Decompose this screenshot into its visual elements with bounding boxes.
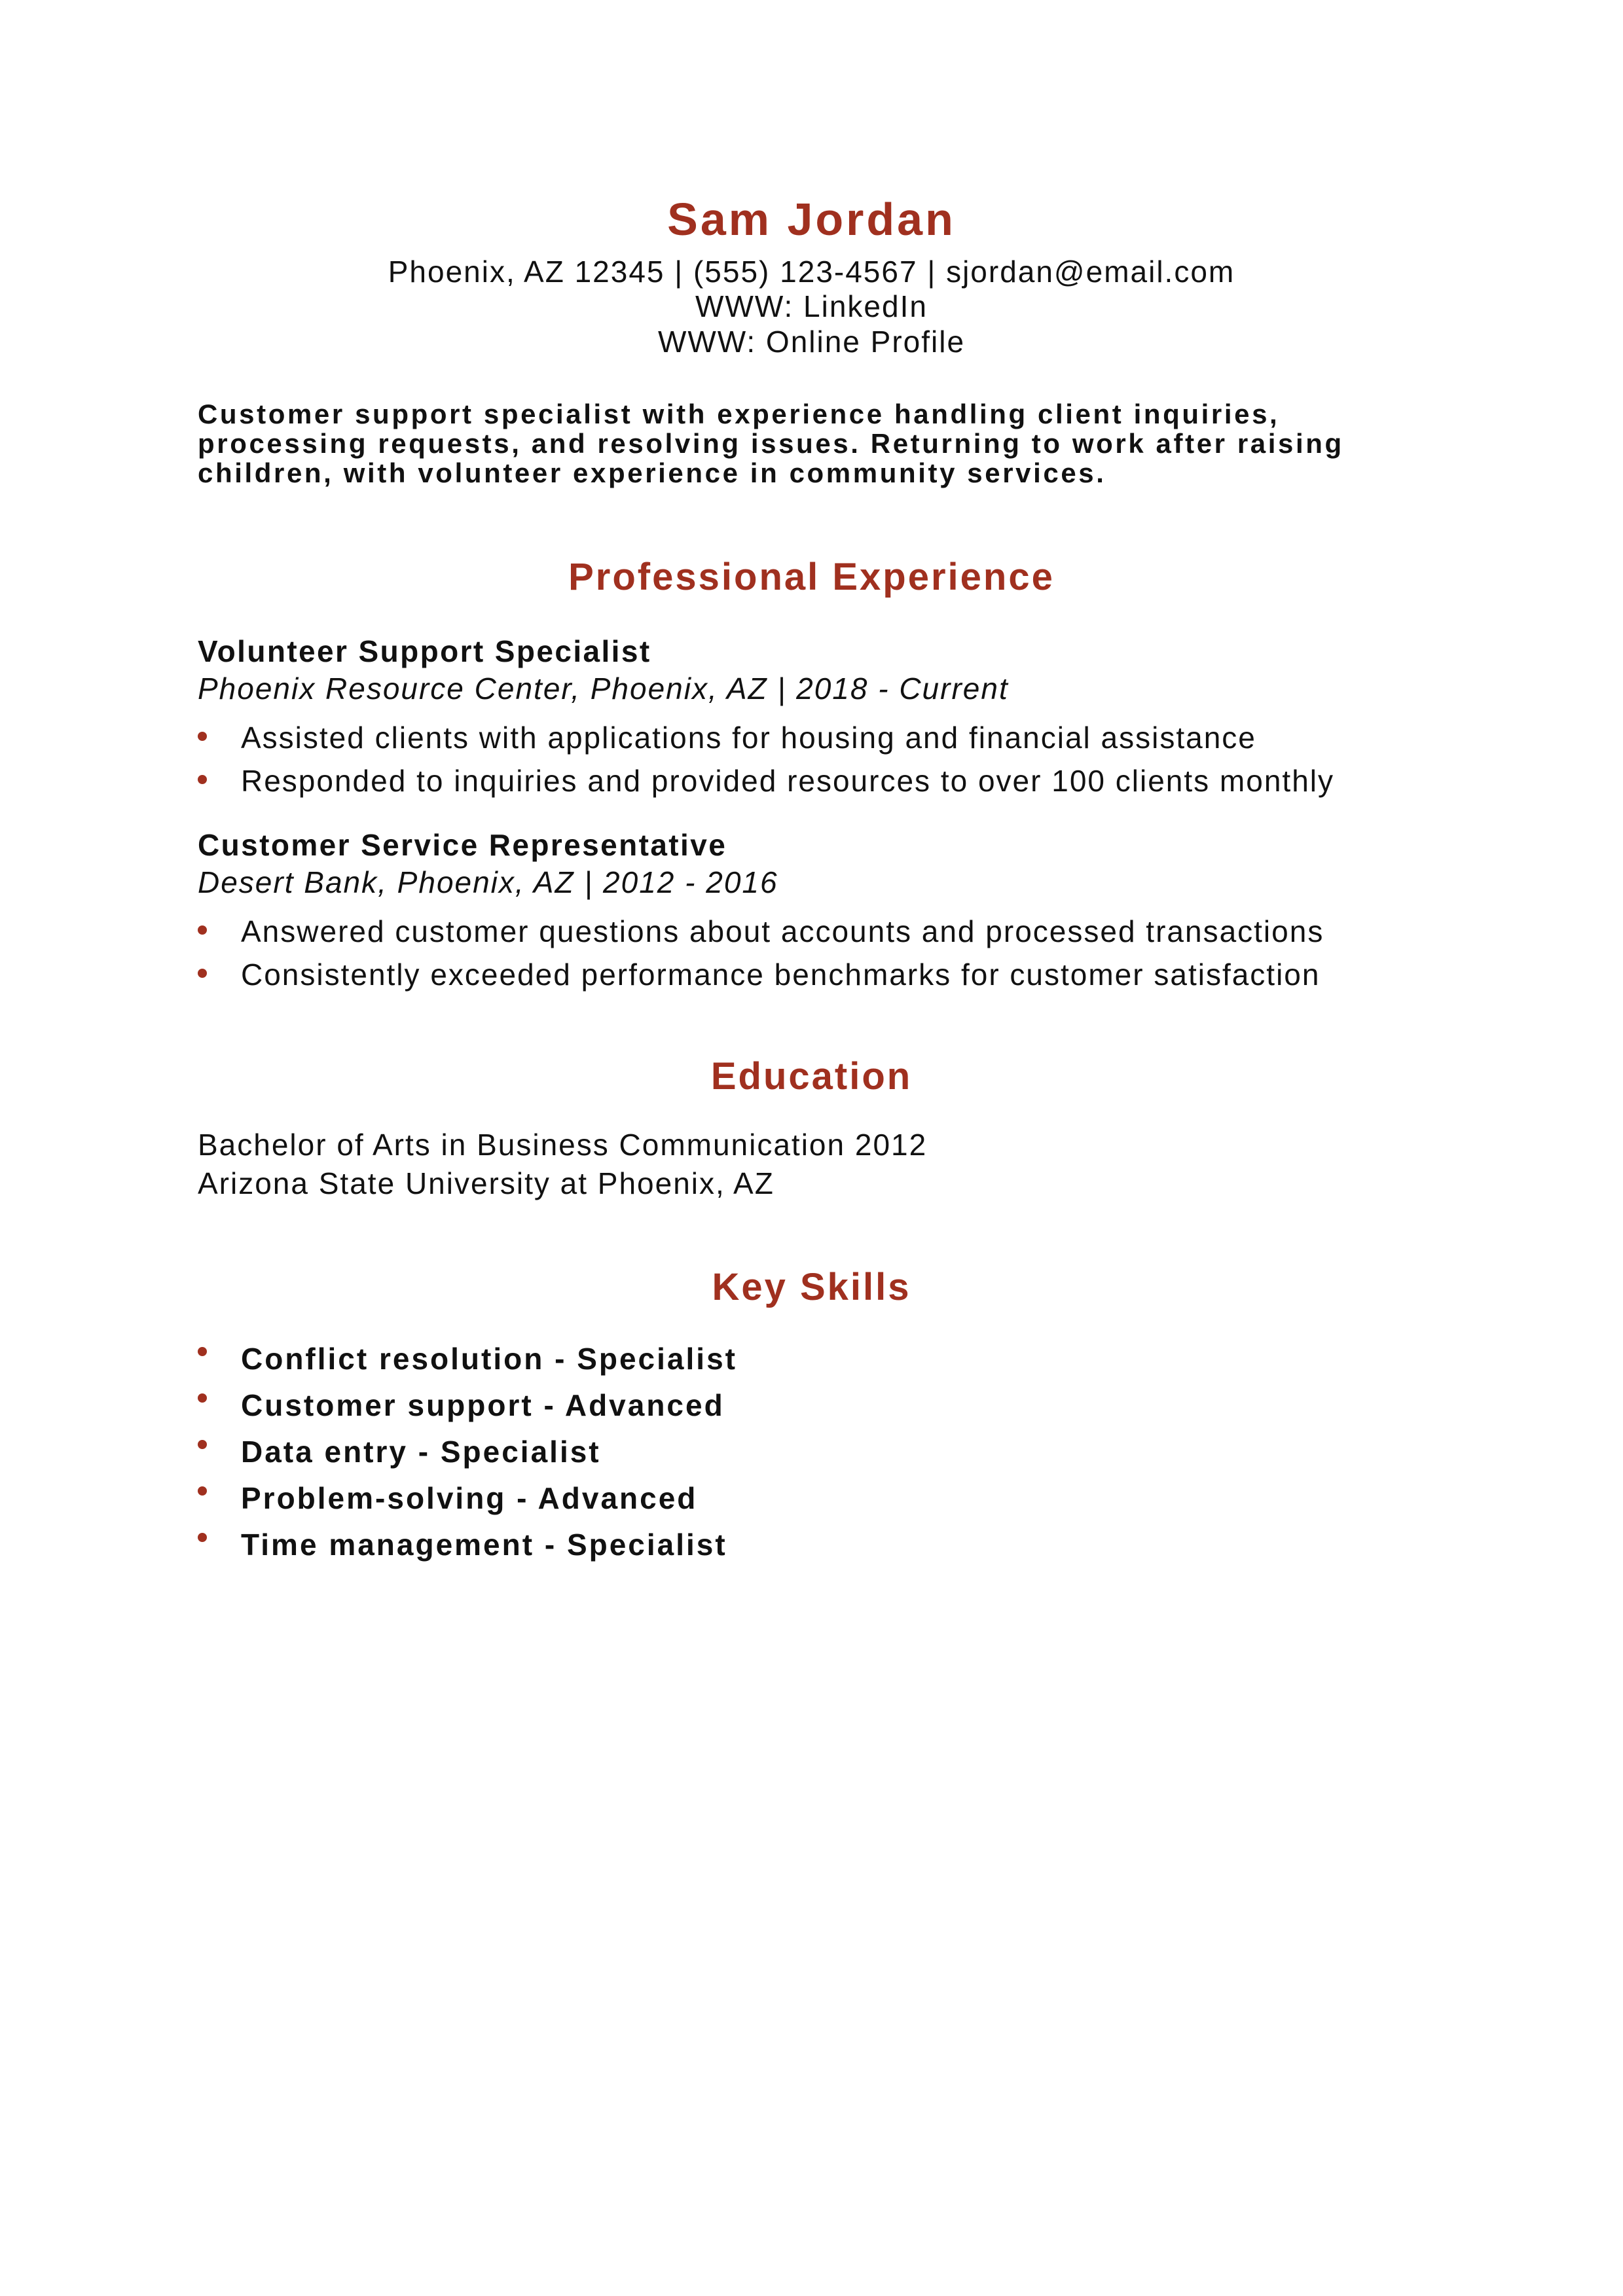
experience-heading: Professional Experience xyxy=(568,556,1055,598)
linkedin-link[interactable]: WWW: LinkedIn xyxy=(695,289,928,323)
candidate-name: Sam Jordan xyxy=(667,194,956,245)
job-subtitle: Desert Bank, Phoenix, AZ | 2012 - 2016 xyxy=(198,865,778,899)
skill-text: Problem-solving - Advanced xyxy=(241,1481,698,1515)
skills-heading: Key Skills xyxy=(712,1266,911,1308)
education-heading: Education xyxy=(710,1055,913,1098)
skill-text: Time management - Specialist xyxy=(241,1528,727,1562)
online-profile-link[interactable]: WWW: Online Profile xyxy=(657,325,966,359)
bullet-icon xyxy=(198,1393,207,1403)
bullet-text: Assisted clients with applications for housing and financial assistance xyxy=(241,721,1256,755)
job-title: Volunteer Support Specialist xyxy=(198,634,651,668)
bullet-text: Responded to inquiries and provided resources to over 100 clients monthly xyxy=(241,764,1334,798)
bullet-icon xyxy=(198,1347,207,1356)
contact-info: Phoenix, AZ 12345 | (555) 123-4567 | sjordan@email.com xyxy=(388,255,1235,289)
professional-summary: Customer support specialist with experience handling client inquiries, processing requests, and resolving issues. Returning to work after raising children, with volunteer experience in community services. xyxy=(198,399,1344,488)
skill-text: Conflict resolution - Specialist xyxy=(241,1342,737,1376)
bullet-icon xyxy=(198,775,207,784)
bullet-icon xyxy=(198,1486,207,1496)
job-title: Customer Service Representative xyxy=(198,828,727,862)
bullet-icon xyxy=(198,925,207,935)
education-school: Arizona State University at Phoenix, AZ xyxy=(198,1166,775,1200)
bullet-icon xyxy=(198,1533,207,1542)
bullet-text: Consistently exceeded performance benchmarks for customer satisfaction xyxy=(241,958,1321,992)
bullet-text: Answered customer questions about accounts and processed transactions xyxy=(241,914,1324,948)
bullet-icon xyxy=(198,732,207,741)
skill-text: Data entry - Specialist xyxy=(241,1435,601,1469)
job-subtitle: Phoenix Resource Center, Phoenix, AZ | 2018 - Current xyxy=(198,672,1009,706)
education-degree: Bachelor of Arts in Business Communication 2012 xyxy=(198,1128,928,1162)
skill-text: Customer support - Advanced xyxy=(241,1388,725,1422)
bullet-icon xyxy=(198,1440,207,1449)
bullet-icon xyxy=(198,969,207,978)
